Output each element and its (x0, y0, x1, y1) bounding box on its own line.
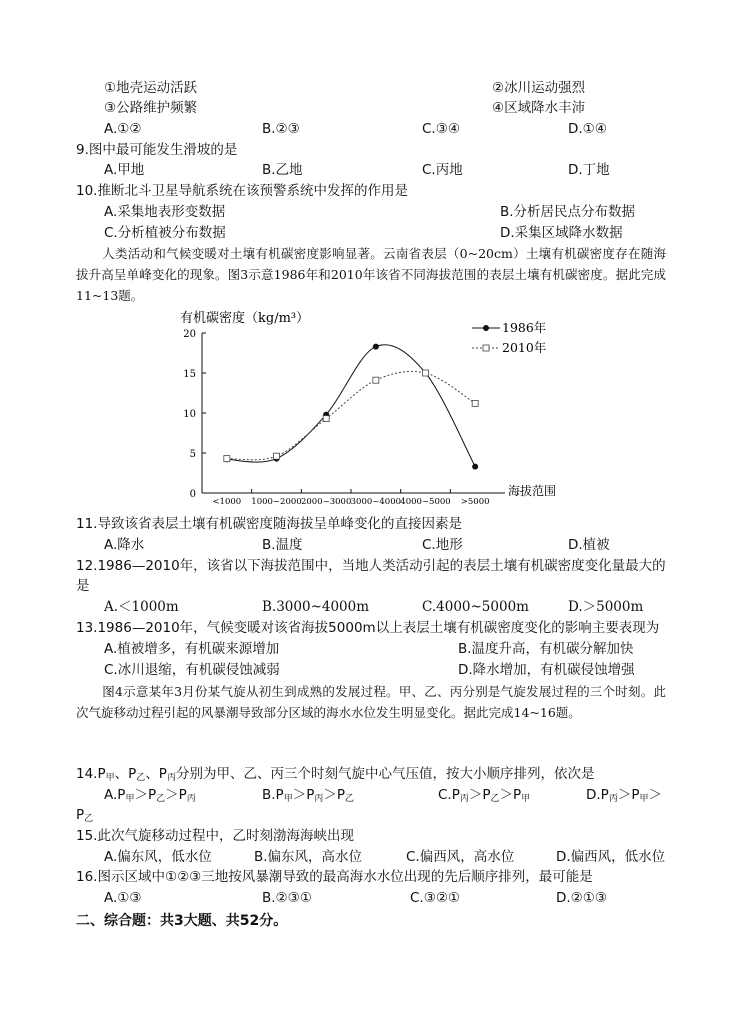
point-2010-5 (472, 400, 478, 406)
x-tick-label: 1000~2000 (251, 497, 302, 507)
q9-choice-d: D.丁地 (568, 162, 610, 178)
q13-choice-c: C.冰川退缩，有机碳侵蚀减弱 (104, 662, 280, 678)
q14-choice-b: $B.P_甲>P_丙>P_乙$ (262, 787, 355, 804)
choice-a: A.①② (104, 121, 142, 137)
q11-choice-d: D.植被 (568, 537, 610, 553)
choice-b: B.②③ (262, 121, 300, 137)
q11-stem: 11.导致该省表层土壤有机碳密度随海拔呈单峰变化的直接因素是 (76, 516, 462, 532)
q14-choice-d-wrap: $P_乙$ (76, 807, 94, 824)
x-tick-label: 4000~5000 (400, 497, 451, 507)
q10-choice-c: C.分析植被分布数据 (104, 225, 226, 241)
x-axis-label: 海拔范围 (508, 484, 557, 498)
series-line-1986年 (227, 345, 475, 467)
q10-stem: 10.推断北斗卫星导航系统在该预警系统中发挥的作用是 (76, 183, 408, 199)
q15-choice-b: B.偏东风，高水位 (254, 849, 363, 865)
q11-choice-c: C.地形 (422, 537, 463, 553)
q9-choice-c: C.丙地 (422, 162, 463, 178)
y-tick-label: 15 (183, 369, 196, 380)
q10-choice-d: D.采集区域降水数据 (500, 225, 623, 241)
legend-1986-marker (483, 325, 489, 331)
q12-choice-a: A.＜1000m (104, 599, 179, 615)
option-4: ④区域降水丰沛 (492, 100, 586, 116)
q12-stem-line2: 是 (76, 578, 90, 594)
q16-choice-a: A.①③ (104, 890, 142, 906)
q13-choice-b: B.温度升高，有机碳分解加快 (458, 641, 634, 657)
q14-sub-bing: 丙 (166, 773, 176, 783)
passage-1 (76, 243, 666, 306)
y-tick-label: 10 (183, 409, 196, 420)
y-axis-label: 有机碳密度（kg/m³） (180, 311, 310, 326)
q9-stem: 9.图中最可能发生滑坡的是 (76, 142, 238, 158)
q15-stem: 15.此次气旋移动过程中，乙时刻渤海海峡出现 (76, 828, 354, 844)
legend-1986-label: 1986年 (502, 320, 547, 335)
soil-carbon-chart (170, 305, 557, 507)
q14-choice-d: $D.P_丙>P_甲>$ (586, 787, 663, 804)
point-2010-4 (423, 370, 429, 376)
q12-choice-c: C.4000~5000m (422, 599, 529, 615)
q14-p2: 、P (114, 766, 137, 782)
q9-choice-a: A.甲地 (104, 162, 145, 178)
choice-d: D.①④ (568, 121, 607, 137)
q13-choice-d: D.降水增加，有机碳侵蚀增强 (458, 662, 635, 678)
series-line-2010年 (227, 371, 475, 459)
choice-c: C.③④ (422, 121, 460, 137)
section-2-heading: 二、综合题：共3大题、共52分。 (76, 913, 288, 929)
axes (202, 333, 505, 493)
y-tick-label: 20 (183, 329, 196, 340)
q12-stem-line1: 12.1986—2010年，该省以下海拔范围中，当地人类活动引起的表层土壤有机碳密度变化量最大的 (76, 558, 666, 574)
q14-choice-a: $A.P_甲>P_乙>P_丙$ (104, 787, 196, 804)
point-2010-2 (323, 416, 329, 422)
q15-choice-a: A.偏东风，低水位 (104, 849, 212, 865)
point-1986-5 (472, 464, 478, 470)
x-tick-label: 3000~4000 (350, 497, 402, 507)
q10-choice-a: A.采集地表形变数据 (104, 204, 226, 220)
q13-choice-a: A.植被增多，有机碳来源增加 (104, 641, 280, 657)
legend-2010-marker (483, 345, 489, 351)
y-ticks (183, 329, 206, 500)
q16-choice-d: D.②①③ (556, 890, 607, 906)
x-tick-label: 2000~3000 (300, 497, 352, 507)
point-2010-0 (224, 456, 230, 462)
q16-stem: 16.图示区域中①②③三地按风暴潮导致的最高海水水位出现的先后顺序排列，最可能是 (76, 869, 593, 885)
legend-2010-label: 2010年 (502, 340, 547, 355)
q9-choice-b: B.乙地 (262, 162, 303, 178)
option-1: ①地壳运动活跃 (104, 80, 198, 96)
x-ticks (212, 489, 489, 507)
q16-choice-c: C.③②① (410, 890, 461, 906)
q16-choice-b: B.②③① (262, 890, 312, 906)
passage-2-text: 图4示意某年3月份某气旋从初生到成熟的发展过程。甲、乙、丙分别是气旋发展过程的三个时刻。此次气旋移动过程引起的风暴潮导致部分区域的海水水位发生明显变化。据此完成14~16题。 (76, 684, 666, 720)
q14-sub-jia: 甲 (105, 773, 115, 783)
series-lines (227, 345, 475, 467)
point-2010-1 (274, 453, 280, 459)
q14-stem-rest: 分别为甲、乙、丙三个时刻气旋中心气压值，按大小顺序排列，依次是 (175, 766, 595, 782)
q15-choice-c: C.偏西风，高水位 (406, 849, 515, 865)
option-3: ③公路维护频繁 (104, 100, 198, 116)
q13-stem: 13.1986—2010年，气候变暖对该省海拔5000m以上表层土壤有机碳密度变化的影响主要表现为 (76, 620, 660, 636)
q12-choice-d: D.＞5000m (568, 599, 644, 615)
passage-1-text: 人类活动和气候变暖对土壤有机碳密度影响显著。云南省表层（0~20cm）土壤有机碳密度存在随海拔升高呈单峰变化的现象。图3示意1986年和2010年该省不同海拔范围的表层土壤有机碳密度。据此完成11~13题。 (76, 246, 666, 303)
q10-choice-b: B.分析居民点分布数据 (500, 204, 636, 220)
q15-choice-d: D.偏西风，低水位 (556, 849, 666, 865)
y-tick-label: 0 (189, 489, 196, 500)
q14-p3: 、P (145, 766, 167, 782)
q14-p1: 14.P (76, 766, 106, 782)
point-2010-3 (373, 377, 379, 383)
q11-choice-b: B.温度 (262, 537, 303, 553)
q14-choice-c: $C.P_丙>P_乙>P_甲$ (438, 787, 531, 804)
series-points (224, 344, 478, 470)
point-1986-3 (373, 344, 379, 350)
q14-sub-yi: 乙 (136, 773, 146, 783)
q11-choice-a: A.降水 (104, 537, 145, 553)
x-tick-label: >5000 (460, 497, 490, 507)
legend (472, 320, 546, 355)
y-tick-label: 5 (189, 449, 196, 460)
passage-2 (76, 681, 666, 723)
option-2: ②冰川运动强烈 (492, 80, 586, 96)
q12-choice-b: B.3000~4000m (262, 599, 370, 615)
x-tick-label: <1000 (212, 497, 242, 507)
q14-stem (76, 765, 594, 787)
